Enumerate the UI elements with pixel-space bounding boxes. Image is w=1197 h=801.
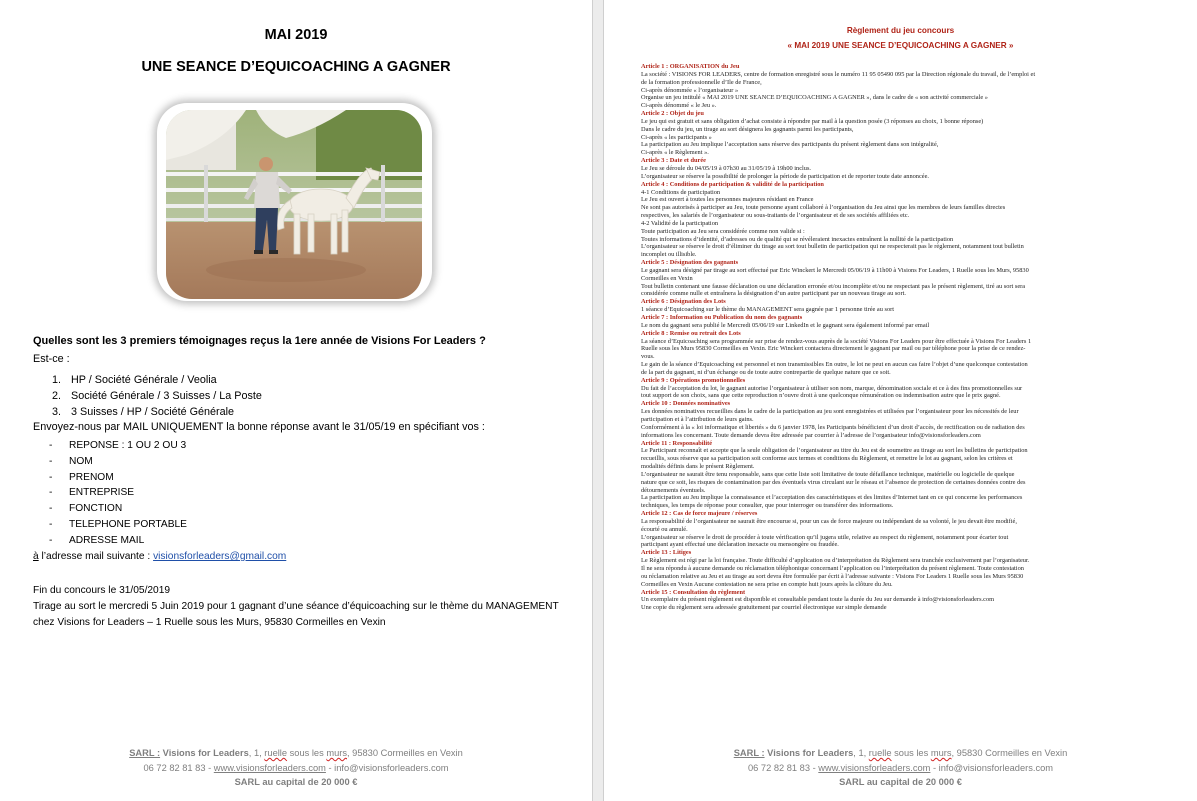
rules-line: incomplet ou illisible. [641,251,697,259]
required-fields-list [49,438,187,549]
draw-text-1: Tirage au sort le mercredi 5 Juin 2019 pour 1 gagnant d’une séance d’équicoaching sur le thème du MANAGEMENT [33,601,559,612]
field-item: - ADRESSE MAIL [49,534,145,546]
rules-line: Cormeilles en Vexin Aucune contestation ne sera prise en compte huit jours après la clôture du Jeu. [641,580,893,588]
rules-line: Conformément à la « loi informatique et libertés » du 6 janvier 1978, les Participants bénéficient d’un droit d’accès, de rectification ou de radiation des [641,423,1025,431]
footer-capital: SARL au capital de 20 000 € [839,777,962,787]
footer-contact: 06 72 82 81 83 - www.visionsforleaders.com - info@visionsforleaders.com [747,763,1054,773]
email-line: à l’adresse mail suivante : visionsforleaders@gmail.com [33,551,287,562]
rules-line: écourté ou annulé. [641,525,688,533]
rules-body [641,63,1165,612]
rules-line: de la formation professionnelle d’Ile de France, [641,78,762,86]
footer-address: SARL : Visions for Leaders, 1, ruelle sous les murs, 95830 Cormeilles en Vexin [129,748,463,758]
page-gutter [592,0,604,801]
rules-line: Il ne sera répondu à aucune demande ou réclamation téléphonique concernant l’application ou l’interprétation du présent règlement. Toute contestation [641,565,1024,572]
rules-line: Un exemplaire du présent règlement est disponible et consultable pendant toute la durée du Jeu sur demande à info@visionsforleaders.com [641,596,995,604]
rules-line: Organise un jeu intitulé « MAI 2019 UNE SEANCE D’EQUICOACHING A GAGNER », dans le cadre de « son activité commerciale » [641,94,988,102]
article-heading: Article 1 : ORGANISATION du Jeu [641,63,740,70]
footer-website-link[interactable]: www.visionsforleaders.com [213,763,326,773]
article-heading: Article 11 : Responsabilité [641,439,713,447]
rules-line: Ne sont pas autorisés à participer au Jeu, toute personne ayant collaboré à l’organisation du Jeu ainsi que les membres de leurs familles directes [641,204,1006,212]
rules-line: La participation au Jeu implique la connaissance et l’acceptation des caractéristiques et des limites d’Internet tant en ce qui concerne les performances [641,494,1023,502]
rules-line: Ci-après dénommé « le Jeu ». [641,102,717,110]
rules-title: Règlement du jeu concours [846,26,955,35]
rules-line: Une copie du règlement sera adressée gratuitement par courriel électronique sur simple demande [641,604,887,612]
rules-line: respectives, les salariés de l’organisateur ou sous-traitants de l’organisateur et de ses sociétés affiliées etc. [641,212,910,220]
rules-line: modalités définis dans le présent Règlement. [641,463,755,471]
rules-line: Toutes informations d’identité, d’adresses ou de qualité qui se révéleraient inexactes entraînent la nullité de la participation [641,235,954,243]
rules-line: vous. [641,353,655,361]
rules-line: 4-1 Conditions de participation [641,188,721,196]
page-subtitle: UNE SEANCE D’EQUICOACHING A GAGNER [141,59,451,75]
rules-line: Tout bulletin contenant une fausse déclaration ou une déclaration erronée et/ou incomplète et/ou ne respectant pas le présent règlement, tiré au sort sera [641,282,1026,290]
article-heading: Article 7 : Information ou Publication du nom des gagnants [641,314,803,321]
rules-line: 1 séance d’Equicoaching sur le thème du MANAGEMENT sera gagnée par 1 personne tirée au sort [641,306,895,314]
rules-line: techniques, les temps de réponse pour consulter, que pour interroger ou transférer des informations. [641,502,894,510]
rules-line: Le Participant reconnaît et accepte que la seule obligation de l’organisateur au titre du Jeu est de soumettre au tirage au sort les bulletins de participation [641,447,1028,455]
rules-line: Ci-après « les participants » [641,133,712,141]
rules-line: L’organisateur se réserve le droit d’éliminer du tirage au sort tout bulletin de participation qui ne respecterait pas le règlement, notamment tout bulletin [641,243,1024,251]
rules-line: Ci-après « le Règlement ». [641,149,709,157]
field-item: - ENTREPRISE [49,487,135,499]
article-heading: Article 12 : Cas de force majeure / réserves [641,510,758,518]
rules-line: recueillis, sous réserve que sa participation soit conforme aux termes et conditions du Règlement, et remettre le lot au gagnant, selon les critères et [641,455,1013,463]
rules-line: L’organisateur ne saurait être tenu responsable, sans que cette liste soit limitative de toute défaillance technique, matérielle ou logicielle de quelque [641,470,1015,478]
field-item: - FONCTION [49,503,123,515]
rules-line: Le Règlement est régi par la loi française. Toute difficulté d’application ou d’interprétation du Règlement sera tranchée exclusivement par l’organisateur. [641,557,1030,565]
rules-line: Le Jeu se déroule du 04/05/19 à 07h30 au 31/05/19 à 19h00 inclus. [641,164,812,172]
footer-website-link[interactable]: www.visionsforleaders.com [818,763,931,773]
rules-line: Les données nominatives recueillies dans le cadre de la participation au jeu sont enregistrées et utilisées par l’organisateur pour les nécessités de leur [641,408,1019,416]
field-item: - PRENOM [49,471,114,483]
rules-line: La séance d’Equicoaching sera programmée sur prise de rendez-vous auprès de la société Visions For Leaders pour être effectuée à Visions For Leaders 1 [641,337,1032,345]
rules-line: Dans le cadre du jeu, un tirage au sort désignera les gagnants parmi les participants, [641,125,854,133]
rules-line: 4-2 Validité de la participation [641,219,719,227]
rules-line: La responsabilité de l’organisateur ne saurait être encourue si, pour un cas de force majeure ou indépendant de sa volonté, le jeu devait être modifié, [641,517,1017,525]
rules-line: participation et à l’attribution de leurs gains. [641,415,754,423]
rules-line: Le gain de la séance d’Equicoaching est personnel et non transmissibles En outre, le lot ne peut en aucun cas faire l’objet d’une quelconque contestation [641,361,1028,369]
contest-email-link[interactable]: visionsforleaders@gmail.com [153,551,287,562]
rules-line: nature que ce soit, les risques de contamination par des éventuels virus circulant sur le réseau et l’absence de protection de certaines données contre des [641,478,1026,486]
article-heading: Article 9 : Opérations promotionnelles [641,376,746,384]
article-heading: Article 15 : Consultation du règlement [641,588,746,596]
rules-line: Ci-après dénommée « l’organisateur » [641,86,739,94]
rules-line: informations les concernant. Toute demande devra être adressée par courrier à l’adresse de l’organisateur info@visionsforleaders.com [641,431,981,439]
footer-contact: 06 72 82 81 83 - www.visionsforleaders.com - info@visionsforleaders.com [143,763,449,773]
article-heading: Article 13 : Litiges [641,549,692,557]
field-item: - NOM [49,455,93,467]
rules-line: La participation au Jeu implique l’acceptation sans réserve des participants du présent règlement dans son intégralité, [641,141,939,149]
field-item: - TELEPHONE PORTABLE [49,518,187,530]
rules-line: La société : VISIONS FOR LEADERS, centre de formation enregistré sous le numéro 11 95 05490 095 par la Direction régionale du travail, de l’emploi et [641,70,1036,78]
rules-line: L’organisateur se réserve le droit de procéder à toute vérification qu’il jugera utile, relative au respect du règlement, notamment pour écarter tout [641,533,1009,541]
rules-line: de la part du gagnant, ni d’un échange ou de toute autre contrepartie de quelque nature que ce soit. [641,368,891,376]
rules-subtitle: « MAI 2019 UNE SEANCE D’EQUICOACHING A GAGNER » [787,41,1014,50]
rules-line: détournements éventuels. [641,486,706,494]
article-heading: Article 3 : Date et durée [641,157,706,165]
rules-line: Le jeu qui est gratuit et sans obligation d’achat consiste à répondre par mail à la question posée (3 réponses au choix, 1 bonne réponse) [641,117,984,125]
rules-line: Le gagnant sera désigné par tirage au sort effectué par Eric Winckert le Mercredi 05/06/19 à 11h00 à Visions For Leaders, 1 Ruelle sous les Murs, 95830 [641,266,1029,274]
contest-question: Quelles sont les 3 premiers témoignages reçus la 1ere année de Visions For Leaders ? [33,335,486,347]
contest-end-text: Fin du concours le 31/05/2019 [33,585,171,596]
instruction-text: Envoyez-nous par MAIL UNIQUEMENT la bonne réponse avant le 31/05/19 en spécifiant vos : [33,421,485,433]
article-heading: Article 4 : Conditions de participation & validité de la participation [641,180,824,188]
right-page [604,0,1197,801]
page-title: MAI 2019 [264,27,328,43]
rules-line: Le Jeu est ouvert à toutes les personnes majeures résidant en France [641,196,814,204]
answer-option-3: 3. 3 Suisses / HP / Société Générale [52,406,235,418]
rules-line: Ruelle sous les Murs 95830 Cormeilles en Vexin. Eric Winckert contactera directement le gagnant par mail ou par téléphone pour la prise de ce rendez- [641,345,1026,353]
article-heading: Article 2 : Objet du jeu [641,110,704,118]
article-heading: Article 6 : Désignation des Lots [641,298,726,306]
rules-line: L’organisateur se réserve la possibilité de prolonger la période de participation et de reporter toute date annoncée. [641,172,929,180]
rules-line: participant ayant effectué une déclaration inexacte ou mensongère ou fraudée. [641,541,839,549]
est-ce-label: Est-ce : [33,353,70,365]
rules-line: ou réclamation relative au Jeu et au tirage au sort devra être formulée par écrit à l’adresse suivante : Visions For Leaders 1 Ruelle sous les Murs 95830 [641,572,1024,580]
draw-text-2: chez Visions for Leaders – 1 Ruelle sous les Murs, 95830 Cormeilles en Vexin [33,617,386,628]
footer-address: SARL : Visions for Leaders, 1, ruelle sous les murs, 95830 Cormeilles en Vexin [733,748,1068,758]
answer-options [52,372,262,420]
field-item: - REPONSE : 1 OU 2 OU 3 [49,440,187,451]
answer-option-2: 2. Société Générale / 3 Suisses / La Poste [52,390,262,402]
article-heading: Article 10 : Données nominatives [641,400,731,408]
footer-capital: SARL au capital de 20 000 € [234,777,358,787]
article-heading: Article 5 : Désignation des gagnants [641,259,739,267]
answer-option-1: 1. HP / Société Générale / Veolia [52,374,217,386]
horse-coaching-photo [166,110,422,299]
rules-line: tout support de son choix, sans que cette reproduction n’ouvre droit à une quelconque rémunération ou indemnisation autre que le prix gagné. [641,392,1001,400]
rules-line: Le nom du gagnant sera publié le Mercredi 05/06/19 sur LinkedIn et le gagnant sera également informé par email [641,321,930,329]
left-page [0,0,592,801]
rules-line: Cormeilles en Vexin [641,274,693,282]
rules-line: considérée comme nulle et entraînera la désignation d’un autre participant par un nouveau tirage au sort. [641,290,906,298]
rules-line: Toute participation au Jeu sera considérée comme non valide si : [641,227,805,235]
rules-line: Du fait de l’acceptation du lot, le gagnant autorise l’organisateur à utiliser son nom, marque, dénomination sociale et ce à des fins promotionnelles sur [641,384,1023,392]
article-heading: Article 8 : Remise ou retrait des Lots [641,329,741,337]
